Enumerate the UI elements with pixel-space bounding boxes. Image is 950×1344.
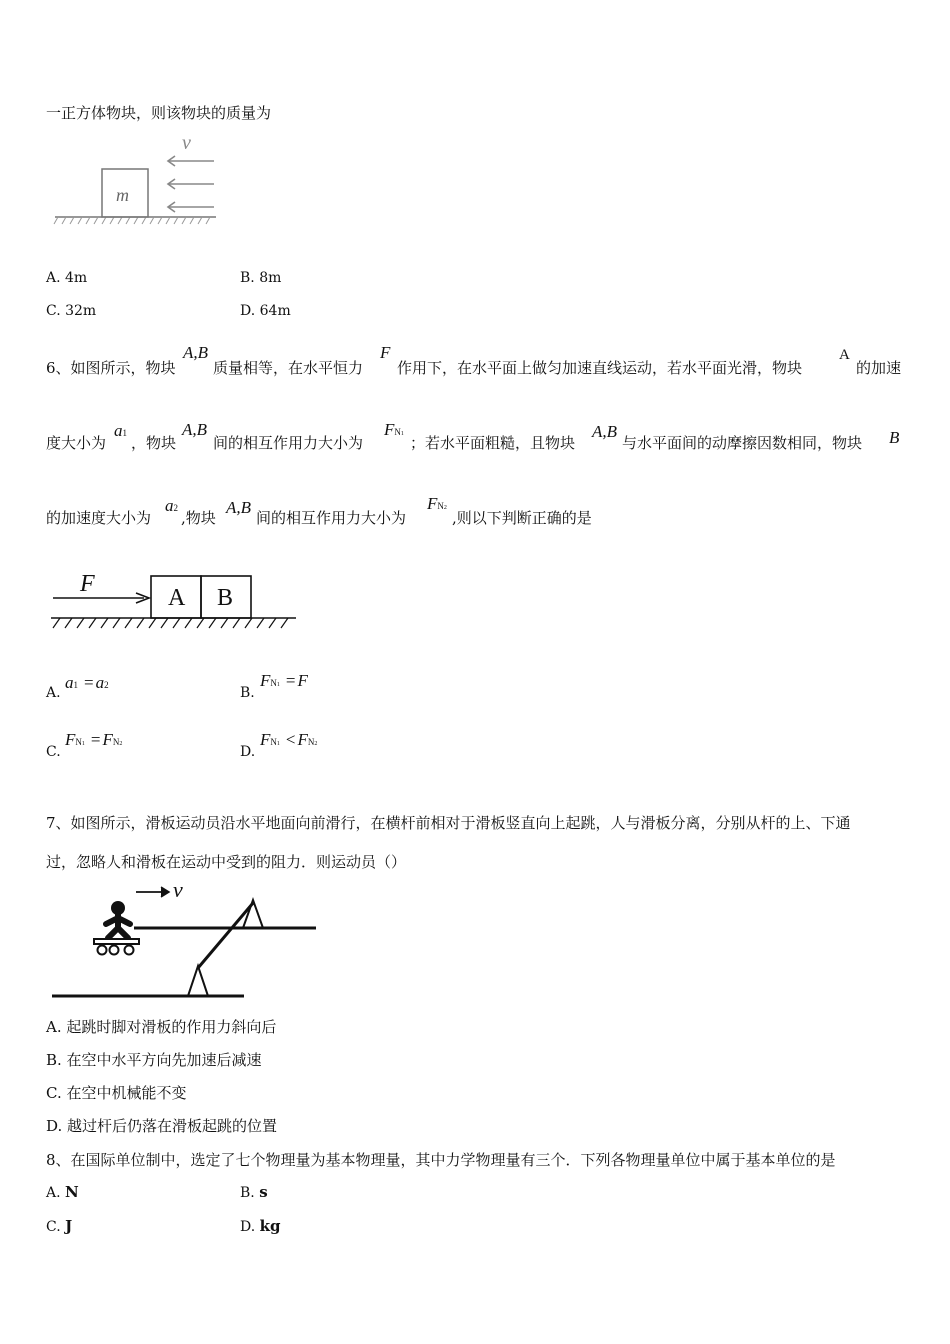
q6-text: 与水平面间的动摩擦因数相同，物块	[622, 434, 863, 452]
block-a-label: A	[168, 585, 186, 611]
less-than-sign: <	[285, 730, 296, 749]
q6-text: 度大小为	[46, 434, 107, 452]
q6-text: ，物块	[131, 434, 177, 452]
option-expr	[65, 673, 109, 693]
q7-line-2: 过，忽略人和滑板在运动中受到的阻力．则运动员（）	[46, 853, 407, 871]
symbol-a: a	[65, 673, 74, 692]
sub-n: N	[112, 737, 120, 747]
q6-symbol-f: F	[380, 343, 391, 362]
q6-text: 的加速	[856, 359, 902, 377]
symbol-a: a	[95, 673, 105, 692]
option-label: A.	[46, 1185, 66, 1201]
block-b-label: B	[217, 585, 234, 611]
sub-2: 2	[443, 505, 447, 511]
option-label: A.	[46, 685, 61, 701]
q6-symbol-ab: A,B	[592, 422, 618, 441]
mass-label: m	[116, 185, 129, 205]
option-value: kg	[259, 1217, 281, 1235]
option-expr	[260, 671, 308, 691]
symbol-f: F	[427, 494, 438, 513]
sub-1: 1	[81, 741, 85, 747]
option-label: D.	[240, 1219, 260, 1235]
sub-2: 2	[104, 680, 109, 690]
q6-text: ；若水平面粗糙，且物块	[410, 434, 576, 452]
sub-1: 1	[276, 682, 280, 688]
equals-sign: =	[84, 673, 94, 692]
sub-n: N	[307, 737, 315, 747]
option-label: C.	[46, 1219, 66, 1235]
sub-2: 2	[173, 503, 178, 513]
q5-option-b[interactable]: B. 8m	[240, 270, 282, 286]
q5-figure	[50, 125, 225, 230]
sub-n: N	[75, 737, 82, 747]
q5-text-tail: 一正方体物块，则该物块的质量为	[46, 104, 272, 122]
q7-option-a[interactable]: A. 起跳时脚对滑板的作用力斜向后	[46, 1018, 277, 1036]
sub-n: N	[394, 427, 401, 437]
q6-symbol-ab: A,B	[226, 498, 252, 517]
sub-1: 1	[400, 431, 404, 437]
q6-figure	[48, 565, 300, 633]
q7-figure	[48, 878, 323, 1003]
sub-1: 1	[276, 741, 280, 747]
q6-symbol-fn2	[427, 494, 447, 514]
sub-1: 1	[73, 680, 78, 690]
symbol-f: F	[297, 730, 308, 749]
q6-symbol-a1	[114, 421, 127, 441]
symbol-f: F	[384, 420, 395, 439]
option-label: D.	[240, 744, 256, 760]
option-value: N	[65, 1183, 79, 1201]
skateboard	[94, 939, 139, 944]
q7-option-b[interactable]: B. 在空中水平方向先加速后减速	[46, 1051, 262, 1069]
q5-option-c[interactable]: C. 32m	[46, 303, 97, 319]
q6-symbol-b: B	[889, 428, 900, 447]
force-label: F	[80, 571, 95, 597]
symbol-f: F	[260, 671, 271, 690]
skater-body	[106, 914, 130, 938]
option-value: J	[65, 1217, 73, 1235]
q8-option-d[interactable]	[240, 1217, 281, 1235]
velocity-label: v	[173, 877, 183, 902]
q6-symbol-a2	[165, 496, 178, 516]
q6-symbol-ab: A,B	[183, 343, 209, 362]
q8-option-a[interactable]	[46, 1183, 79, 1201]
q6-text: 的加速度大小为	[46, 509, 152, 527]
q6-text: ,则以下判断正确的是	[452, 509, 592, 527]
q7-line-1: 7、如图所示，滑板运动员沿水平地面向前滑行，在横杆前相对于滑板竖直向上起跳，人与滑板分离，分别从杆的上、下通	[46, 814, 851, 832]
equals-sign: =	[90, 730, 101, 749]
q8-option-b[interactable]	[240, 1183, 268, 1201]
q8-line-1: 8、在国际单位制中，选定了七个物理量为基本物理量，其中力学物理量有三个．下列各物理量单位中属于基本单位的是	[46, 1151, 836, 1169]
option-label: B.	[240, 1185, 260, 1201]
sub-2: 2	[314, 741, 318, 747]
sub-n: N	[270, 737, 277, 747]
q5-option-a[interactable]: A. 4m	[46, 270, 88, 286]
symbol-a: a	[165, 496, 174, 515]
q6-text: 间的相互作用力大小为	[256, 509, 407, 527]
option-expr	[65, 730, 122, 750]
option-label: C.	[46, 744, 61, 760]
sub-2: 2	[119, 741, 123, 747]
q7-option-c[interactable]: C. 在空中机械能不变	[46, 1084, 187, 1102]
q6-text: ,物块	[181, 509, 216, 527]
q6-text: 间的相互作用力大小为	[213, 434, 364, 452]
q6-text: 6、如图所示，物块	[46, 359, 176, 377]
q5-option-d[interactable]: D. 64m	[240, 303, 291, 319]
option-value: s	[259, 1183, 268, 1201]
equals-sign: =	[285, 671, 296, 690]
q6-text: 质量相等，在水平恒力	[213, 359, 364, 377]
symbol-f: F	[102, 730, 113, 749]
sub-1: 1	[122, 428, 127, 438]
q6-symbol-fn1	[384, 420, 404, 440]
sub-n: N	[437, 501, 444, 511]
q7-option-d[interactable]: D. 越过杆后仍落在滑板起跳的位置	[46, 1117, 278, 1135]
q6-symbol-a: A	[839, 347, 850, 363]
option-label: B.	[240, 685, 255, 701]
sub-n: N	[270, 678, 277, 688]
symbol-f: F	[260, 730, 271, 749]
symbol-f: F	[297, 671, 308, 690]
symbol-f: F	[65, 730, 76, 749]
q8-option-c[interactable]	[46, 1217, 72, 1235]
symbol-a: a	[114, 421, 123, 440]
q6-text: 作用下，在水平面上做匀加速直线运动，若水平面光滑，物块	[397, 359, 803, 377]
option-expr	[260, 730, 317, 750]
velocity-label: v	[182, 132, 191, 154]
q6-symbol-ab: A,B	[182, 420, 208, 439]
